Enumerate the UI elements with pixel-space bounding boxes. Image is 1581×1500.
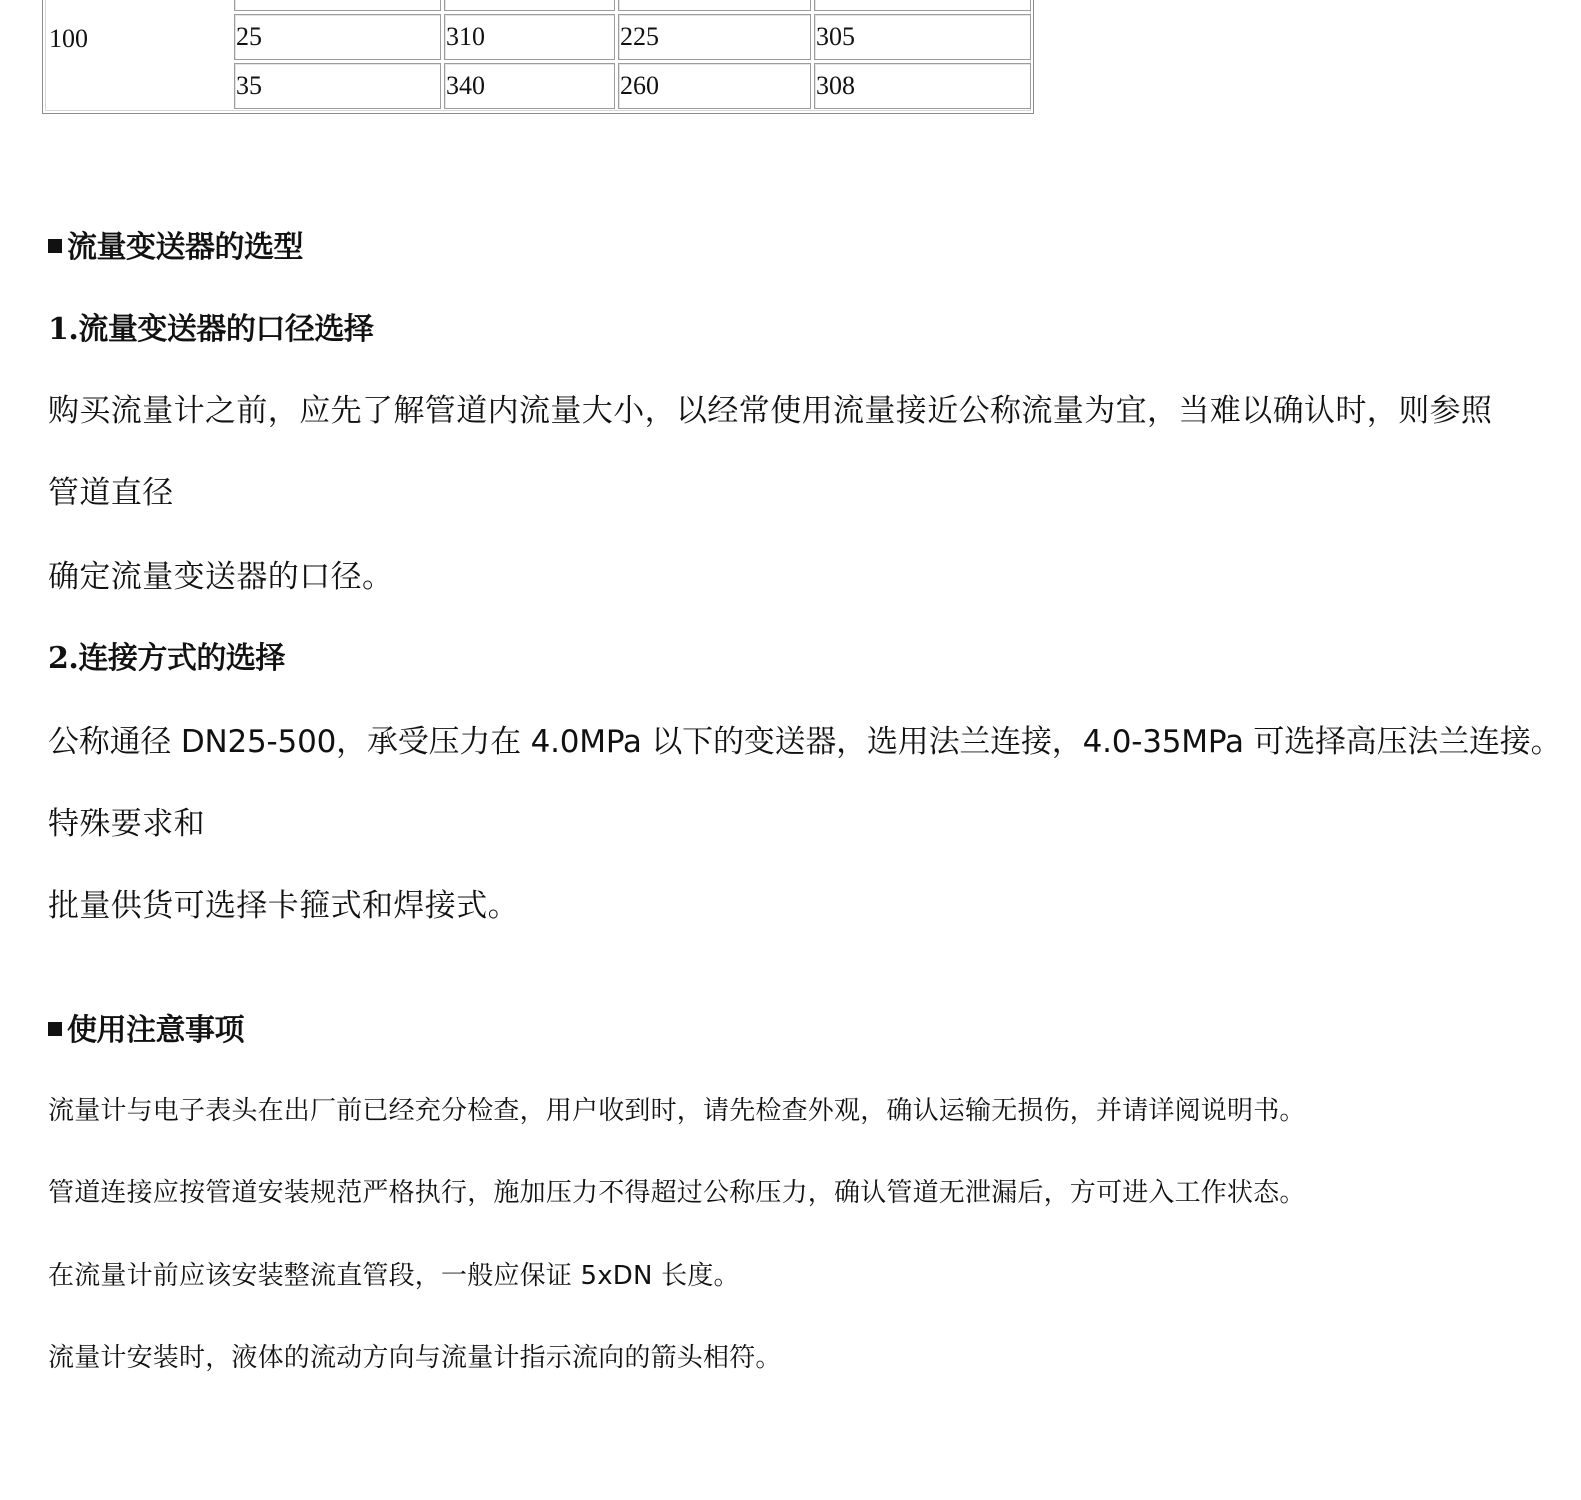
- table-cell: [814, 0, 1031, 11]
- section-heading-selection: [48, 222, 303, 266]
- note-line: 流量计安装时，液体的流动方向与流量计指示流向的箭头相符。: [48, 1343, 782, 1373]
- square-bullet-icon: [48, 239, 62, 253]
- square-bullet-icon: [48, 1022, 62, 1036]
- table-cell: 260: [618, 63, 811, 109]
- paragraph-line: 确定流量变送器的口径。: [48, 559, 394, 595]
- table-cell: 308: [814, 63, 1031, 109]
- table-cell: 35: [234, 63, 441, 109]
- note-line: 在流量计前应该安装整流直管段，一般应保证 5xDN 长度。: [48, 1261, 740, 1291]
- table-cell: 310: [444, 14, 615, 60]
- table-row-label: 100: [49, 24, 88, 53]
- table-cell: [234, 0, 441, 11]
- spec-table: [42, 0, 1034, 114]
- paragraph-line: 批量供货可选择卡箍式和焊接式。: [48, 888, 519, 924]
- table-cell: [444, 0, 615, 11]
- paragraph-line: 公称通径 DN25-500，承受压力在 4.0MPa 以下的变送器，选用法兰连接，4.0-35MPa 可选择高压法兰连接。: [48, 724, 1562, 760]
- paragraph-line: 管道直径: [48, 475, 174, 511]
- section-heading-notes: [48, 1005, 244, 1049]
- paragraph-line: 特殊要求和: [48, 806, 205, 842]
- section-title: 流量变送器的选型: [67, 230, 303, 265]
- table-cell: [618, 0, 811, 11]
- subheading-caliber: 1.流量变送器的口径选择: [48, 312, 374, 347]
- note-line: 管道连接应按管道安装规范严格执行，施加压力不得超过公称压力，确认管道无泄漏后，方可进入工作状态。: [48, 1178, 1306, 1208]
- table-cell: 225: [618, 14, 811, 60]
- table-cell: 25: [234, 14, 441, 60]
- paragraph-line: 购买流量计之前，应先了解管道内流量大小，以经常使用流量接近公称流量为宜，当难以确认时，则参照: [48, 393, 1493, 429]
- subheading-connection: 2.连接方式的选择: [48, 641, 285, 676]
- table-cell: 305: [814, 14, 1031, 60]
- table-cell: 340: [444, 63, 615, 109]
- section-title: 使用注意事项: [67, 1013, 244, 1048]
- note-line: 流量计与电子表头在出厂前已经充分检查，用户收到时，请先检查外观，确认运输无损伤，并请详阅说明书。: [48, 1096, 1306, 1126]
